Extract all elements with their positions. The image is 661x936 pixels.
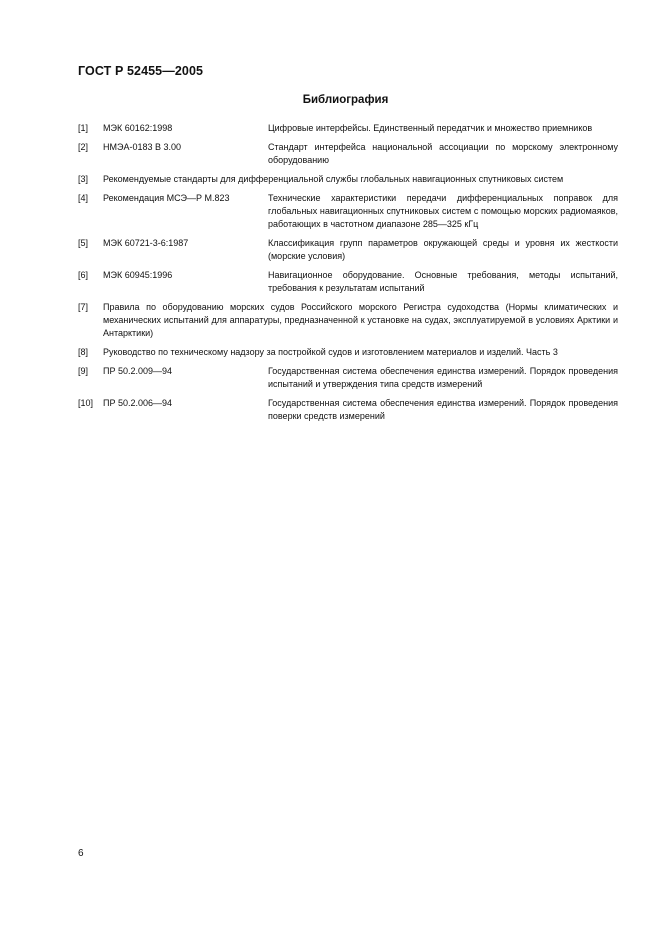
bib-entry-description: Государственная система обеспечения единства измерений. Порядок проведения поверки средств измерений [268, 398, 618, 421]
bib-entry-description: Технические характеристики передачи дифференциальных поправок для глобальных навигационных спутниковых систем с помощью морских радиомаяков, работающих в частотном диапазоне 285—325 кГц [268, 193, 618, 229]
bibliography-title [0, 94, 661, 106]
bib-entry-code: НМЭА-0183 В 3.00 [103, 142, 182, 152]
bib-entry-text: Рекомендуемые стандарты для дифференциальной службы глобальных навигационных спутниковых систем [103, 174, 564, 184]
bib-entry-7 [78, 301, 618, 340]
bib-entry-number: [7] [78, 302, 89, 312]
bib-entry-number: [10] [78, 398, 94, 408]
bib-entry-code: ПР 50.2.009—94 [103, 366, 173, 376]
bib-entry-4 [78, 192, 618, 231]
bib-entry-5 [78, 237, 618, 263]
bib-entry-2 [78, 141, 618, 167]
bib-entry-description: Стандарт интерфейса национальной ассоциации по морскому электронному оборудованию [268, 142, 618, 165]
bib-entry-number: [3] [78, 174, 89, 184]
page-number: 6 [78, 848, 84, 859]
standard-header: ГОСТ Р 52455—2005 [78, 64, 204, 78]
bib-entry-description: Классификация групп параметров окружающей среды и уровня их жесткости (морские условия) [268, 238, 618, 261]
bib-entry-8 [78, 346, 618, 359]
bib-entry-6 [78, 269, 618, 295]
bib-entry-number: [4] [78, 193, 89, 203]
bib-entry-number: [5] [78, 238, 89, 248]
bib-entry-text: Правила по оборудованию морских судов Российского морского Регистра судоходства (Нормы климатических и механических испытаний для аппаратуры, предназначенной к установке на судах, эксплуатируемой в условиях Арктики и Антарктики) [103, 302, 618, 338]
bib-entry-text: Руководство по техническому надзору за постройкой судов и изготовлением материалов и изделий. Часть 3 [103, 347, 558, 357]
bib-entry-code: ПР 50.2.006—94 [103, 398, 173, 408]
bib-entry-number: [2] [78, 142, 89, 152]
bib-entry-number: [8] [78, 347, 89, 357]
bib-entry-code: Рекомендация МСЭ—Р М.823 [103, 193, 230, 203]
bib-entry-number: [9] [78, 366, 89, 376]
bib-entry-code: МЭК 60162:1998 [103, 123, 173, 133]
bib-entry-code: МЭК 60945:1996 [103, 270, 173, 280]
bib-entry-description: Навигационное оборудование. Основные требования, методы испытаний, требования к результатам испытаний [268, 270, 618, 293]
bib-entry-number: [6] [78, 270, 89, 280]
bib-entry-9 [78, 365, 618, 391]
bibliography-list [78, 122, 618, 429]
bib-entry-description: Цифровые интерфейсы. Единственный передатчик и множество приемников [268, 123, 593, 133]
bibliography-title-text: Библиография [302, 94, 389, 106]
bib-entry-code: МЭК 60721-3-6:1987 [103, 238, 189, 248]
bib-entry-10 [78, 397, 618, 423]
bib-entry-1 [78, 122, 618, 135]
bib-entry-number: [1] [78, 123, 89, 133]
bib-entry-3 [78, 173, 618, 186]
bib-entry-description: Государственная система обеспечения единства измерений. Порядок проведения испытаний и утверждения типа средств измерений [268, 366, 618, 389]
